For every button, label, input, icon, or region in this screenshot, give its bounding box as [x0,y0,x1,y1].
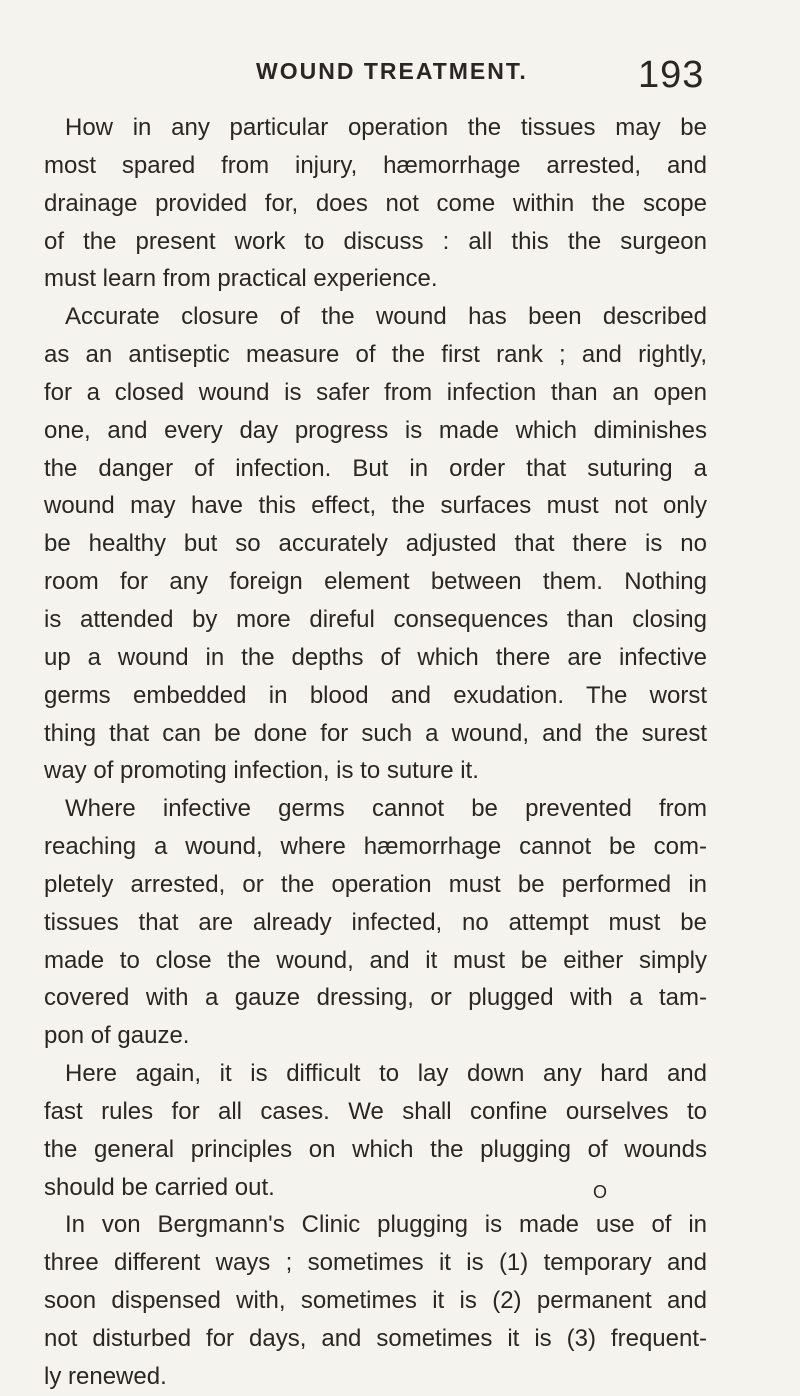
text-line: most spared from injury, hæmorrhage arrested, and [44,151,707,179]
text-line: drainage provided for, does not come within the scope [44,189,707,217]
text-line: must learn from practical experience. [44,265,438,293]
text-line: as an antiseptic measure of the first rank ; and rightly, [44,341,707,369]
running-head: WOUND TREATMENT. [256,58,528,84]
text-line: three different ways ; sometimes it is (1) temporary and [44,1249,707,1277]
text-line: one, and every day progress is made which diminishes [44,416,707,444]
text-line: soon dispensed with, sometimes it is (2) permanent and [44,1287,707,1315]
text-line: pletely arrested, or the operation must be performed in [44,870,707,898]
text-line: of the present work to discuss : all this the surgeon [44,227,707,255]
text-line: How in any particular operation the tissues may be [65,114,707,141]
text-line: be healthy but so accurately adjusted that there is no [44,530,707,558]
text-line: should be carried out. [44,1173,275,1201]
text-line: Where infective germs cannot be prevented from [65,795,707,823]
text-line: ly renewed. [44,1362,167,1390]
text-line: way of promoting infection, is to suture it. [44,757,479,785]
text-line: fast rules for all cases. We shall confine ourselves to [44,1097,707,1125]
text-line: covered with a gauze dressing, or plugged with a tam- [44,984,707,1012]
text-line: the general principles on which the plugging of wounds [44,1135,707,1163]
text-line: for a closed wound is safer from infection than an open [44,378,707,406]
text-line: germs embedded in blood and exudation. The worst [44,681,707,709]
text-line: the danger of infection. But in order that suturing a [44,454,707,482]
text-line: Here again, it is difficult to lay down any hard and [65,1060,707,1088]
signature-mark: O [593,1182,609,1202]
text-line: Accurate closure of the wound has been described [65,303,707,331]
page-number: 193 [638,54,705,96]
text-line: made to close the wound, and it must be either simply [44,946,707,974]
text-line: pon of gauze. [44,1022,190,1050]
text-line: In von Bergmann's Clinic plugging is made use of in [65,1211,707,1239]
text-line: wound may have this effect, the surfaces must not only [44,492,707,520]
text-line: reaching a wound, where hæmorrhage cannot be com- [44,833,707,861]
text-line: not disturbed for days, and sometimes it is (3) frequent- [44,1325,707,1352]
text-line: thing that can be done for such a wound, and the surest [44,719,707,747]
text-line: room for any foreign element between them. Nothing [44,568,707,596]
text-line: up a wound in the depths of which there are infective [44,643,707,671]
text-line: is attended by more direful consequences than closing [44,605,707,633]
text-line: tissues that are already infected, no attempt must be [44,908,707,936]
